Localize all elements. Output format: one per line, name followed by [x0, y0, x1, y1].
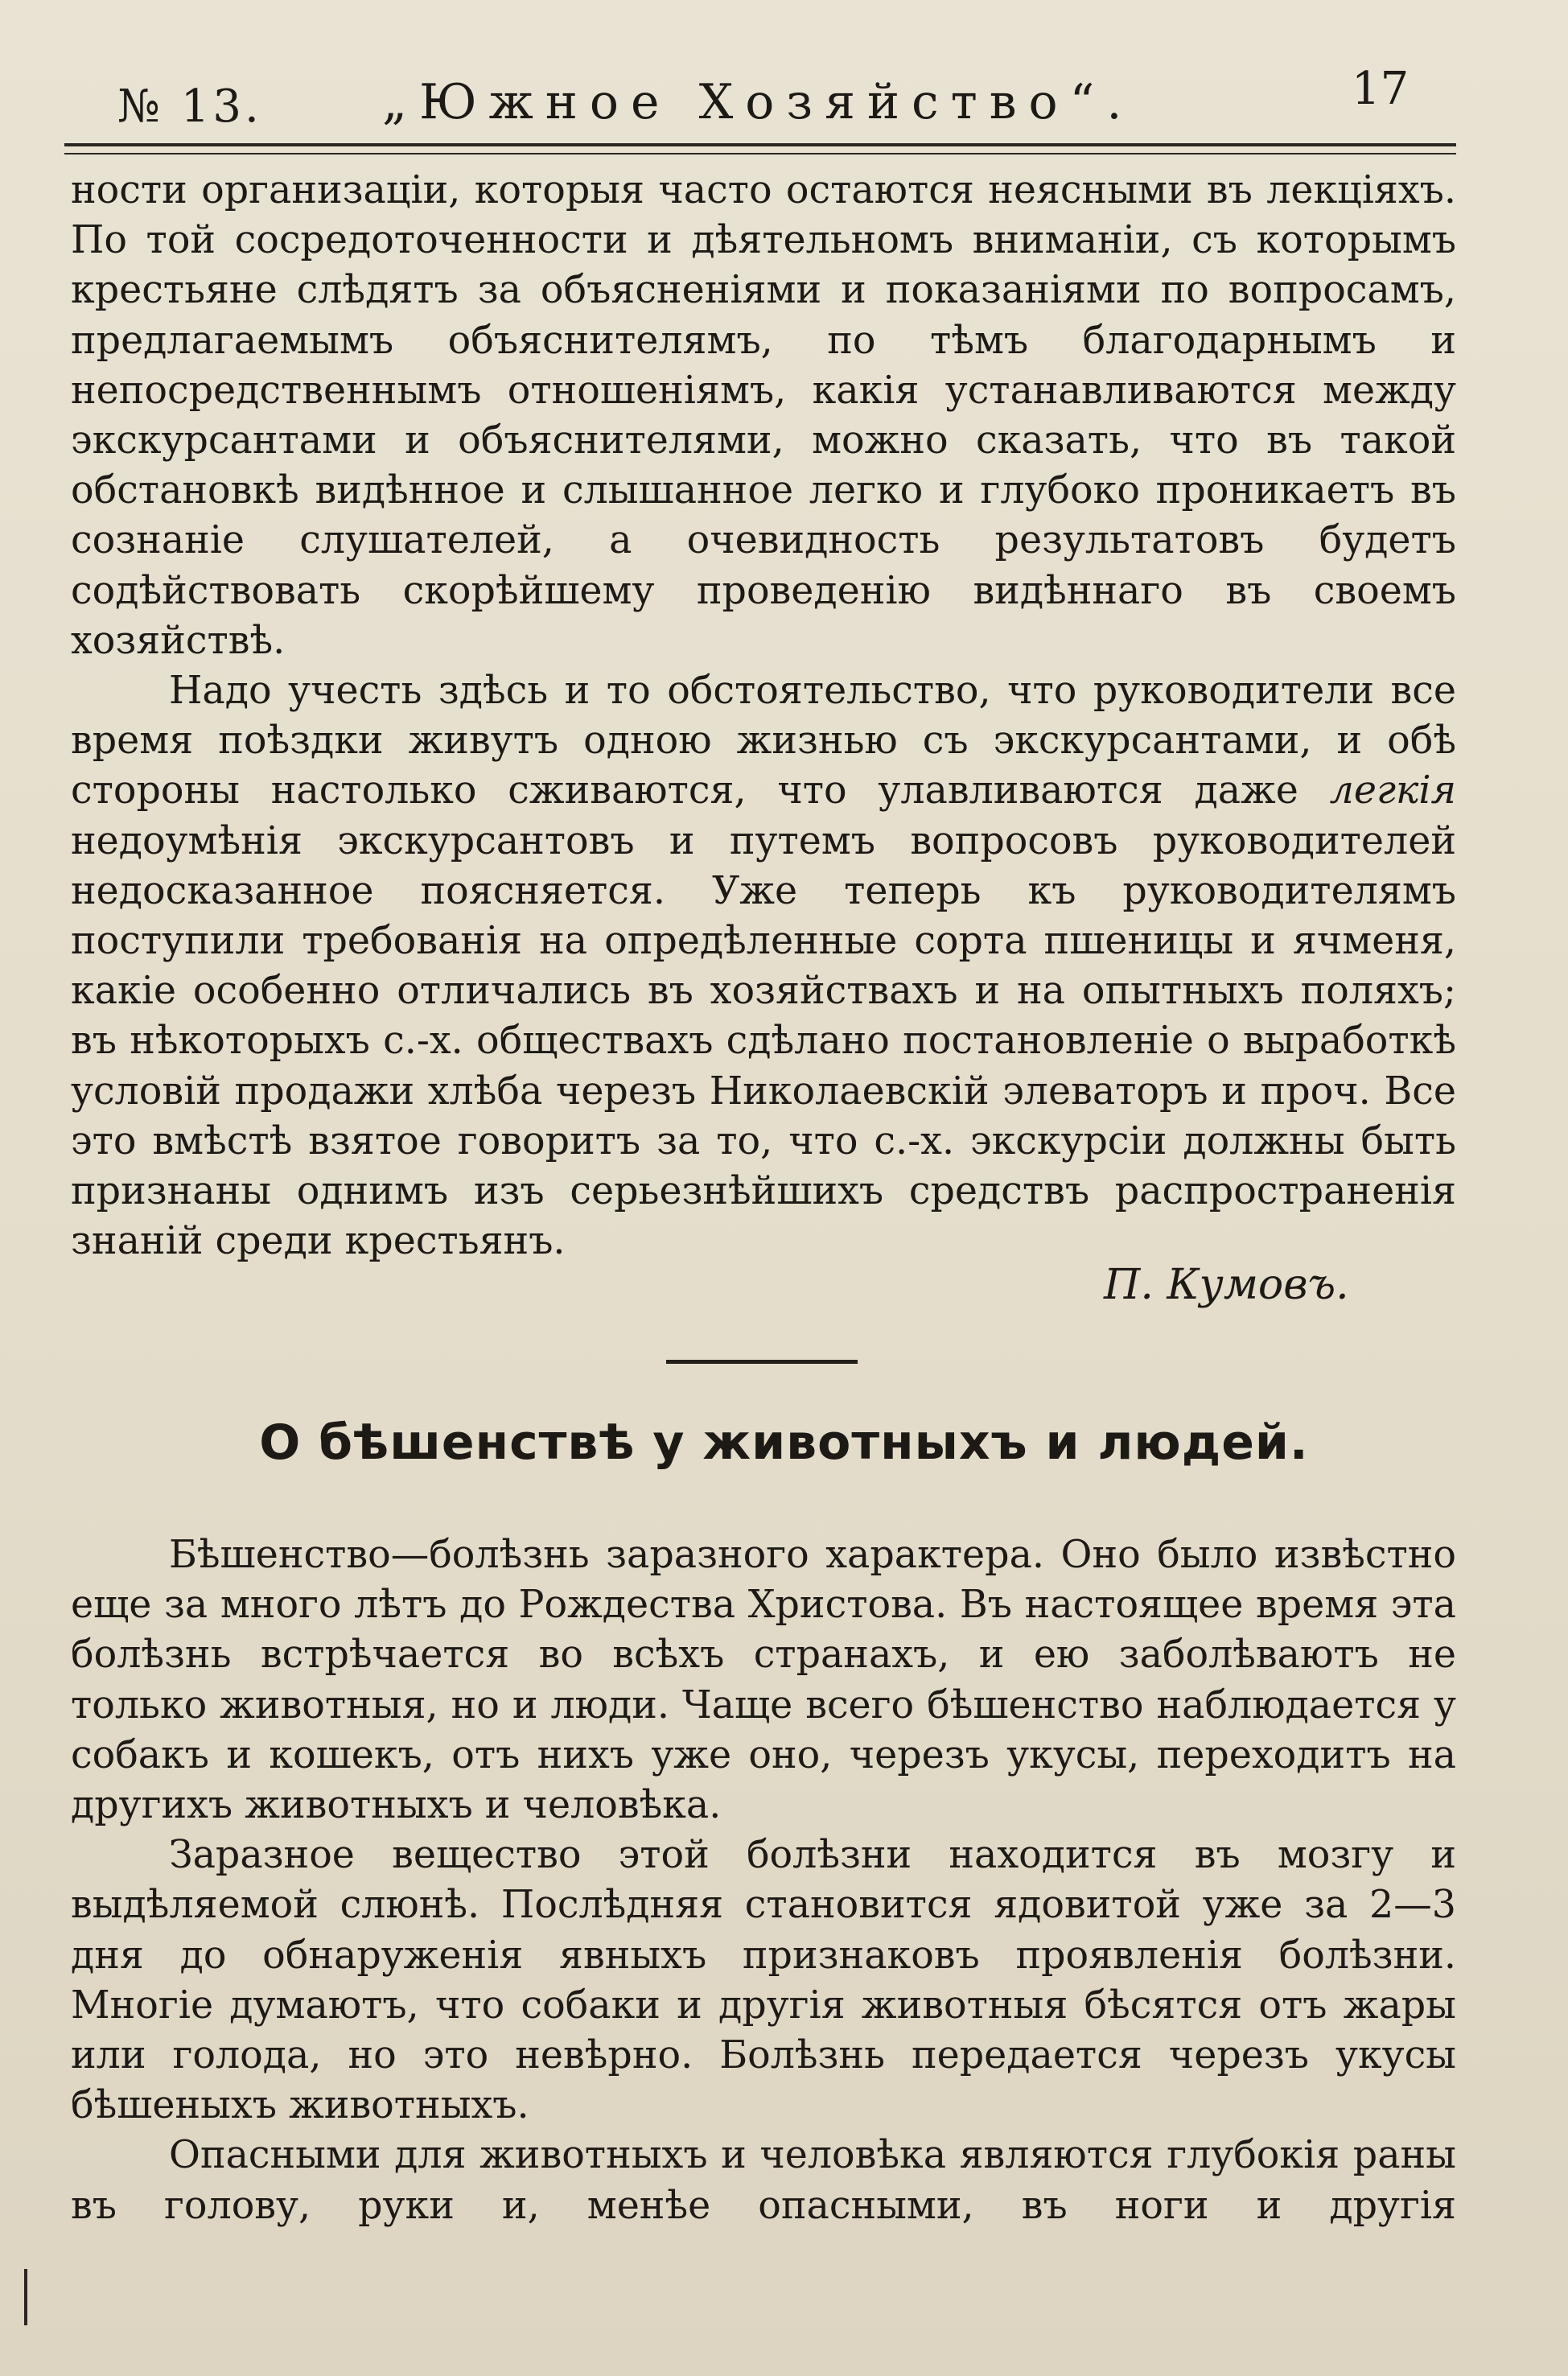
paragraph: [71, 666, 1456, 1266]
page-header: [64, 56, 1456, 145]
paragraph: Опасными для животныхъ и человѣка являются глубокія раны въ голову, руки и, менѣе опасными, въ ноги и другія: [71, 2133, 1456, 2228]
paragraph-text: Надо учесть здѣсь и то обстоятельство, что руководители все время поѣздки живутъ одною жизнью съ экскурсантами, и обѣ стороны настолько сживаются, что улавливаются даже: [71, 669, 1456, 813]
issue-number: № 13.: [117, 80, 262, 133]
header-double-rule: [64, 143, 1456, 154]
journal-title: „Южное Хозяйство“.: [382, 74, 1134, 130]
margin-mark: [24, 2269, 27, 2325]
article-continuation: [71, 166, 1456, 1266]
article-title: О бѣшенствѣ у животныхъ и людей.: [259, 1414, 1309, 1471]
author-signature: П. Кумовъ.: [1104, 1261, 1349, 1309]
paragraph: ности организаціи, которыя часто остаются неясными въ лекціяхъ. По той сосредоточенности и дѣятельномъ вниманіи, съ которымъ крестьяне слѣдятъ за объясненіями и показаніями по вопросамъ, предлагаемымъ объяснителямъ, по тѣмъ благодарнымъ и непосредственнымъ отношеніямъ, какія устанавливаются между экскурсантами и объяснителями, можно сказать, что въ такой обстановкѣ видѣнное и слышанное легко и глубоко проникаетъ въ сознаніе слушателей, а очевидность результатовъ будетъ содѣйствовать скорѣйшему проведенію видѣннаго въ своемъ хозяйствѣ.: [71, 168, 1456, 663]
paragraph: Заразное вещество этой болѣзни находится въ мозгу и выдѣляемой слюнѣ. Послѣдняя становится ядовитой уже за 2—3 дня до обнаруженія явныхъ признаковъ проявленія болѣзни. Многіе думаютъ, что собаки и другія животныя бѣсятся отъ жары или голода, но это невѣрно. Болѣзнь передается черезъ укусы бѣшеныхъ животныхъ.: [71, 1833, 1456, 2128]
paragraph: Бѣшенство—болѣзнь заразного характера. Оно было извѣстно еще за много лѣтъ до Рождества Христова. Въ настоящее время эта болѣзнь встрѣчается во всѣхъ странахъ, и ею заболѣваютъ не только животныя, но и люди. Чаще всего бѣшенство наблюдается у собакъ и кошекъ, отъ нихъ уже оно, черезъ укусы, переходитъ на другихъ животныхъ и человѣка.: [71, 1533, 1456, 1828]
paragraph-text: недоумѣнія экскурсантовъ и путемъ вопросовъ руководителей недосказанное поясняется. Уже теперь къ руководителямъ поступили требованія на опредѣленные сорта пшеницы и ячменя, какіе особенно отличались въ хозяйствахъ и на опытныхъ поляхъ; въ нѣкоторыхъ с.-х. обществахъ сдѣлано постановленіе о выработкѣ условій продажи хлѣба черезъ Николаевскій элеваторъ и проч. Все это вмѣстѣ взятое говоритъ за то, что с.-х. экскурсіи должны быть признаны однимъ изъ серьезнѣйшихъ средствъ распространенія знаній среди крестьянъ.: [71, 818, 1456, 1264]
page-number: 17: [1352, 63, 1410, 115]
article-body: [71, 1530, 1456, 2231]
section-divider: [666, 1360, 858, 1364]
emphasis-text: легкія: [1329, 768, 1456, 813]
